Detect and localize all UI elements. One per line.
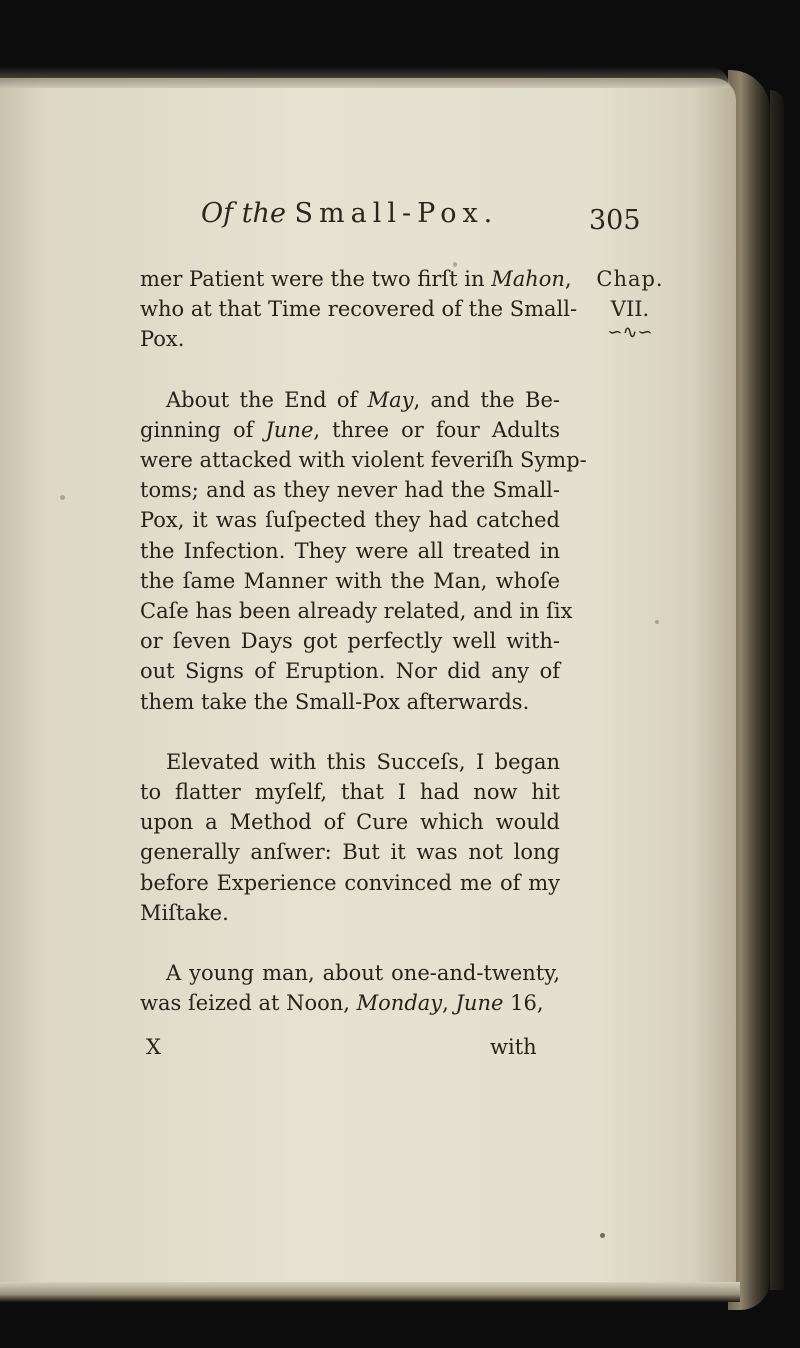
running-head-prefix: Of the [201, 198, 286, 229]
paragraph [140, 264, 578, 355]
text-line: mer Patient were the two firſt in Mahon [140, 267, 565, 291]
text-line: were attacked with violent feveriſh Symp- [140, 448, 587, 473]
paragraph-gap [140, 717, 560, 747]
chapter-number: VII. [610, 297, 650, 321]
text-line: generally anſwer: But it was not long [140, 840, 560, 865]
text-line: Miſtake. [140, 900, 229, 925]
text-line: to flatter myſelf, that I had now hit [140, 780, 560, 805]
text-line: upon a Method of Cure which would [140, 810, 560, 835]
page-number: 305 [589, 205, 641, 236]
text-line: Pox, it was ſuſpected they had catched [140, 508, 560, 533]
chapter-label: Chap. [596, 267, 664, 291]
text-line: who at that Time recovered of the Small- [140, 297, 578, 322]
body-text [140, 264, 587, 1018]
text-line: Elevated with this Succeſs, I began [166, 749, 560, 774]
italic-word: Mahon [491, 267, 565, 291]
text-line: About the End of May, and the Be- [166, 387, 560, 412]
text-line: or ſeven Days got perfectly well with- [140, 629, 560, 654]
text-line: Pox. [140, 327, 185, 352]
text-line: toms; and as they never had the Small- [140, 478, 560, 503]
italic-word: Monday [356, 991, 443, 1016]
paragraph-gap [140, 928, 560, 958]
paper-fleck [60, 495, 65, 500]
text-line: before Experience convinced me of my [140, 870, 560, 895]
paragraph-gap [140, 355, 560, 385]
catchword: with [490, 1035, 537, 1059]
text-line: out Signs of Eruption. Nor did any of [140, 659, 560, 684]
paper-fleck [600, 1233, 605, 1238]
paper-fleck [453, 262, 457, 267]
text-line: A young man, about one-and-twenty, [166, 961, 560, 986]
text-line: the Infection. They were all treated in [140, 538, 560, 563]
page-top-curl [0, 66, 730, 88]
book-edge-dark [770, 90, 784, 1290]
running-head-title: Small-Pox. [294, 198, 499, 229]
italic-word: June [265, 417, 314, 442]
paper-fleck [655, 620, 659, 624]
text-line: Caſe has been already related, and in ſix [140, 599, 573, 624]
italic-word: May [367, 387, 414, 412]
paragraph [140, 747, 560, 928]
signature-mark: X [146, 1035, 161, 1059]
text-line: was ſeized at Noon, Monday, June 16, [140, 991, 544, 1016]
italic-word: June [455, 991, 504, 1016]
paragraph [140, 958, 560, 1018]
flourish-ornament: ∽∿∽ [607, 322, 653, 343]
text-line: the ſame Manner with the Man, whoſe [140, 568, 560, 593]
paragraph [140, 385, 587, 717]
margin-chapter-note [565, 264, 695, 343]
page-bottom-edge [0, 1282, 740, 1302]
running-head [201, 198, 498, 229]
text-line: them take the Small-Pox afterwards. [140, 689, 530, 714]
text-line: ginning of June, three or four Adults [140, 417, 560, 442]
